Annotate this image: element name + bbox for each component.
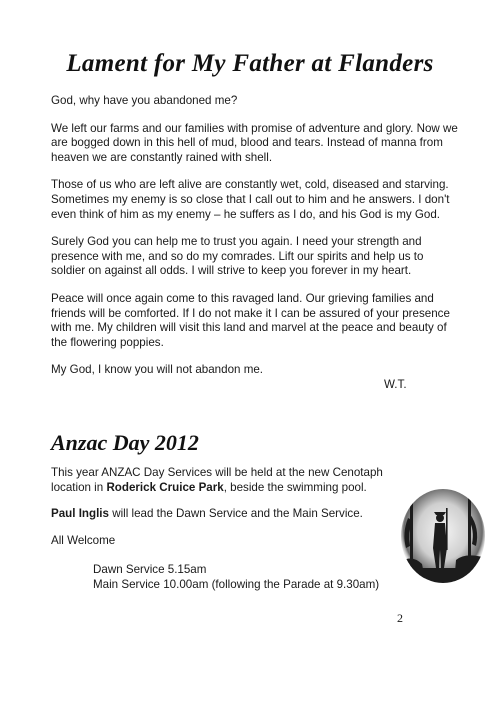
anzac-lead: [51, 507, 421, 522]
service-times: [93, 563, 379, 592]
dawn-service-time: Dawn Service 5.15am: [93, 563, 207, 576]
poem-paragraph: God, why have you abandoned me?: [51, 94, 238, 107]
poem-body: [51, 94, 459, 391]
anzac-intro: [51, 466, 421, 495]
page-number: 2: [397, 611, 403, 625]
poem-paragraph: We left our farms and our families with promise of adventure and glory. Now we are bogged down in this hell of mud, blood and tears. Instead of manna from heaven we are constantly rained with shell.: [51, 121, 458, 164]
poem-title: Lament for My Father at Flanders: [66, 50, 434, 77]
poem-paragraph: Those of us who are left alive are constantly wet, cold, diseased and starving. Sometimes my enemy is so close that I call out to him and he answers. I don't even think of him as my enemy – he suffers as I do, and his God is my God.: [51, 178, 450, 221]
poem-signature: W.T.: [384, 378, 407, 391]
anzac-location: Roderick Cruice Park: [106, 480, 224, 494]
anzac-heading: Anzac Day 2012: [51, 430, 199, 455]
anzac-intro-tail: , beside the swimming pool.: [223, 480, 367, 494]
anzac-leader-name: Paul Inglis: [51, 507, 109, 521]
poem-paragraph: Surely God you can help me to trust you again. I need your strength and presence with me, and so do my comrades. Lift our spirits and help us to soldier on against all odds. I will strive to keep you forever in my heart.: [51, 235, 424, 278]
soldier-silhouette-image: [400, 488, 486, 584]
poem-paragraph: Peace will once again come to this ravaged land. Our grieving families and friends will be comforted. If I do not make it I can be assured of your presence with me. My children will visit this land and marvel at the peace and beauty of the flowering poppies.: [51, 291, 450, 349]
anzac-section: [51, 466, 421, 560]
anzac-intro-text: This year ANZAC Day Services will be held at the new Cenotaph location in: [51, 466, 383, 494]
main-service-time: Main Service 10.00am (following the Parade at 9.30am): [93, 577, 380, 591]
poem-paragraph: My God, I know you will not abandon me.: [51, 363, 264, 377]
anzac-lead-text: will lead the Dawn Service and the Main Service.: [108, 507, 363, 521]
anzac-welcome: All Welcome: [51, 533, 116, 547]
